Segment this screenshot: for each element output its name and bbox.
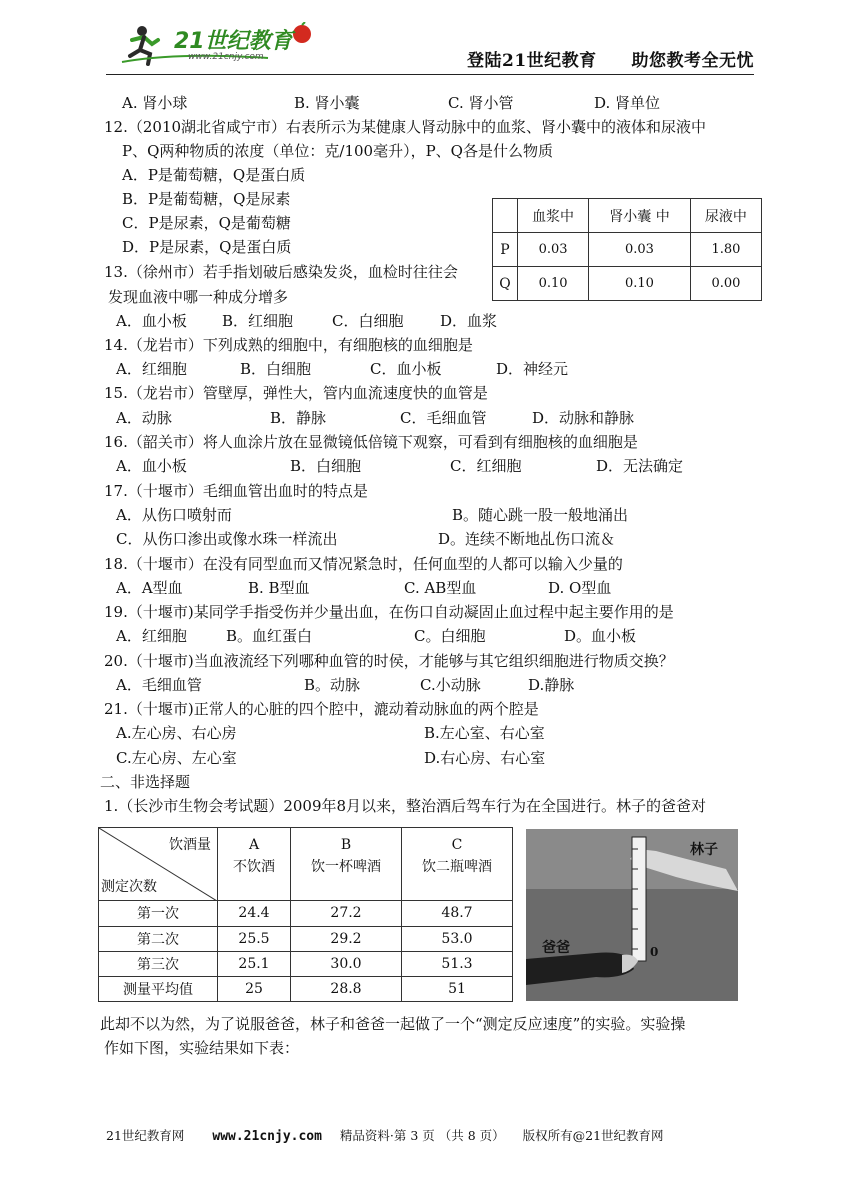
- row-label: 第一次: [99, 901, 218, 926]
- q18-option-a: A．A型血: [116, 579, 183, 597]
- table-row: [493, 199, 762, 233]
- table-cell: [493, 199, 518, 233]
- table-row: [493, 233, 762, 267]
- q14-option-c: C．血小板: [370, 360, 442, 378]
- q14-option-a: A．红细胞: [116, 360, 187, 378]
- col-letter: B: [340, 837, 352, 853]
- col-letter: A: [248, 837, 260, 853]
- table-cell: 28.8: [291, 976, 402, 1001]
- table-corner-cell: [99, 828, 218, 901]
- corner-top: 饮酒量: [169, 837, 211, 853]
- photo-label-baba: 爸爸: [542, 940, 570, 956]
- site-logo: [118, 22, 318, 68]
- s2-q1-line1: 1.（长沙市生物会考试题）2009年8月以来，整治酒后驾车行为在全国进行。林子的爸爸对: [104, 797, 707, 815]
- q15-option-d: D．动脉和静脉: [532, 409, 635, 427]
- q20-option-b: B。动脉: [304, 676, 361, 694]
- q17-option-b: B。随心跳一股一般地涌出: [452, 506, 629, 524]
- s2-after-line1: 此却不以为然，为了说服爸爸，林子和爸爸一起做了一个“测定反应速度”的实验。实验操: [100, 1015, 686, 1033]
- footer-left: 21世纪教育网: [106, 1128, 185, 1143]
- row-label: 测量平均值: [99, 976, 218, 1001]
- table-cell: 25.1: [218, 951, 291, 976]
- corner-bottom: 测定次数: [101, 879, 157, 896]
- table-cell: 24.4: [218, 901, 291, 926]
- row-label: 第二次: [99, 926, 218, 951]
- q14-line1: 14.（龙岩市）下列成熟的细胞中，有细胞核的血细胞是: [104, 336, 473, 354]
- photo-label-zero: 0: [650, 945, 659, 959]
- q13-option-c: C．白细胞: [332, 312, 404, 330]
- table-header: [402, 828, 513, 901]
- header-slogan: [467, 46, 754, 71]
- q12-option-d: D．P是尿素，Q是蛋白质: [122, 238, 292, 256]
- table-cell: 1.80: [690, 233, 761, 267]
- q13-option-b: B．红细胞: [222, 312, 294, 330]
- reaction-table: [98, 827, 513, 1002]
- table-cell: 51: [402, 976, 513, 1001]
- logo-text: 21世纪教育: [174, 29, 293, 54]
- q21-option-a: A.左心房、右心房: [116, 724, 237, 742]
- q12-line2: P、Q两种物质的浓度（单位：克/100毫升），P、Q各是什么物质: [122, 142, 553, 160]
- logo-url: www.21cnjy.com: [188, 52, 264, 62]
- q16-option-a: A．血小板: [116, 457, 187, 475]
- table-cell: 48.7: [402, 901, 513, 926]
- q14-option-b: B．白细胞: [240, 360, 312, 378]
- table-cell: 25: [218, 976, 291, 1001]
- slogan-right: 助您教考全无忧: [631, 51, 754, 71]
- table-row: [99, 926, 513, 951]
- photo-label-linzi: 林子: [690, 842, 718, 858]
- table-header: [291, 828, 402, 901]
- table-cell: 53.0: [402, 926, 513, 951]
- footer-site-link[interactable]: www.21cnjy.com: [212, 1129, 322, 1144]
- q12-line1: 12.（2010湖北省咸宁市）右表所示为某健康人肾动脉中的血浆、肾小囊中的液体和尿液中: [104, 118, 707, 136]
- col-label: 饮一杯啤酒: [311, 859, 381, 875]
- q20-option-a: A．毛细血管: [116, 676, 202, 694]
- table-cell: 30.0: [291, 951, 402, 976]
- table-row: [99, 976, 513, 1001]
- table-cell: 0.03: [518, 233, 589, 267]
- q12-option-c: C．P是尿素，Q是葡萄糖: [122, 214, 291, 232]
- footer-page-info: 精品资料·第 3 页 （共 8 页）: [339, 1128, 505, 1143]
- q16-line1: 16.（韶关市）将人血涂片放在显微镜低倍镜下观察，可看到有细胞核的血细胞是: [104, 433, 638, 451]
- col-letter: C: [451, 837, 463, 853]
- q15-option-a: A．动脉: [116, 409, 172, 427]
- q20-line1: 20.（十堰市)当血液流经下列哪种血管的时侯，才能够与其它组织细胞进行物质交换？: [104, 652, 674, 670]
- q20-option-c: C.小动脉: [420, 676, 481, 694]
- q18-line1: 18.（十堰市）在没有同型血而又情况紧急时，任何血型的人都可以输入少量的: [104, 555, 623, 573]
- q21-option-b: B.左心室、右心室: [424, 724, 545, 742]
- table-cell: 0.03: [589, 233, 691, 267]
- table-cell: 29.2: [291, 926, 402, 951]
- q19-option-c: C。白细胞: [414, 627, 486, 645]
- table-header: 血浆中: [518, 199, 589, 233]
- q16-option-d: D．无法确定: [596, 457, 684, 475]
- table-cell: 0.00: [690, 267, 761, 301]
- q16-option-c: C．红细胞: [450, 457, 522, 475]
- table-header: 肾小囊 中: [589, 199, 691, 233]
- table-cell: 25.5: [218, 926, 291, 951]
- table-cell: 0.10: [518, 267, 589, 301]
- table-cell: 27.2: [291, 901, 402, 926]
- q21-line1: 21.（十堰市)正常人的心脏的四个腔中，漉动着动脉血的两个腔是: [104, 700, 539, 718]
- section-title: 二、非选择题: [100, 773, 191, 791]
- q21-option-c: C.左心房、左心室: [116, 749, 237, 767]
- s2-after-line2: 作如下图，实验结果如下表：: [104, 1039, 300, 1057]
- q13-line1: 13.（徐州市）若手指划破后感染发炎，血检时往往会: [104, 263, 458, 281]
- q20-option-d: D.静脉: [528, 676, 575, 694]
- q18-option-c: C. AB型血: [404, 579, 477, 597]
- table-cell: 51.3: [402, 951, 513, 976]
- concentration-table: [492, 198, 762, 301]
- table-row: [493, 267, 762, 301]
- row-label: 第三次: [99, 951, 218, 976]
- q15-option-b: B．静脉: [270, 409, 327, 427]
- q19-option-d: D。血小板: [564, 627, 637, 645]
- q17-line1: 17.（十堰市）毛细血管出血时的特点是: [104, 482, 368, 500]
- q11-option-c: C. 肾小管: [448, 94, 514, 112]
- col-label: 不饮酒: [233, 859, 275, 875]
- ruler-experiment-photo: [526, 829, 738, 1001]
- q13-line2: 发现血液中哪一种成分增多: [108, 288, 289, 306]
- q13-option-d: D．血浆: [440, 312, 498, 330]
- table-row: [99, 901, 513, 926]
- q12-option-b: B．P是葡萄糖，Q是尿素: [122, 190, 291, 208]
- table-header: [218, 828, 291, 901]
- header-divider: [106, 74, 754, 75]
- q17-option-d: D。连续不断地乩伤口流＆: [438, 530, 616, 548]
- q17-option-c: C．从伤口渗出或像水珠一样流出: [116, 530, 338, 548]
- q17-option-a: A．从伤口喷射而: [116, 506, 232, 524]
- col-label: 饮二瓶啤酒: [422, 859, 492, 875]
- q19-line1: 19.（十堰市)某同学手指受伤并少量出血，在伤口自动凝固止血过程中起主要作用的是: [104, 603, 674, 621]
- slogan-left: 登陆21世纪教育: [466, 51, 597, 71]
- q18-option-b: B. B型血: [248, 579, 310, 597]
- q19-option-b: B。血红蛋白: [226, 627, 313, 645]
- q14-option-d: D．神经元: [496, 360, 569, 378]
- q11-option-b: B. 肾小囊: [294, 94, 360, 112]
- table-cell: 0.10: [589, 267, 691, 301]
- q11-option-a: A. 肾小球: [122, 94, 188, 112]
- table-row: [99, 951, 513, 976]
- table-row: [99, 828, 513, 901]
- q16-option-b: B．白细胞: [290, 457, 362, 475]
- q12-option-a: A．P是葡萄糖，Q是蛋白质: [122, 166, 306, 184]
- q15-line1: 15.（龙岩市）管壁厚，弹性大，管内血流速度快的血管是: [104, 384, 488, 402]
- q19-option-a: A．红细胞: [116, 627, 187, 645]
- q15-option-c: C．毛细血管: [400, 409, 487, 427]
- q11-option-d: D. 肾单位: [594, 94, 661, 112]
- page-footer: [106, 1126, 664, 1144]
- table-header: 尿液中: [690, 199, 761, 233]
- table-cell: Q: [493, 267, 518, 301]
- q13-option-a: A．血小板: [116, 312, 187, 330]
- table-cell: P: [493, 233, 518, 267]
- q18-option-d: D. O型血: [548, 579, 612, 597]
- q21-option-d: D.右心房、右心室: [424, 749, 546, 767]
- footer-copyright: 版权所有@21世纪教育网: [522, 1128, 664, 1143]
